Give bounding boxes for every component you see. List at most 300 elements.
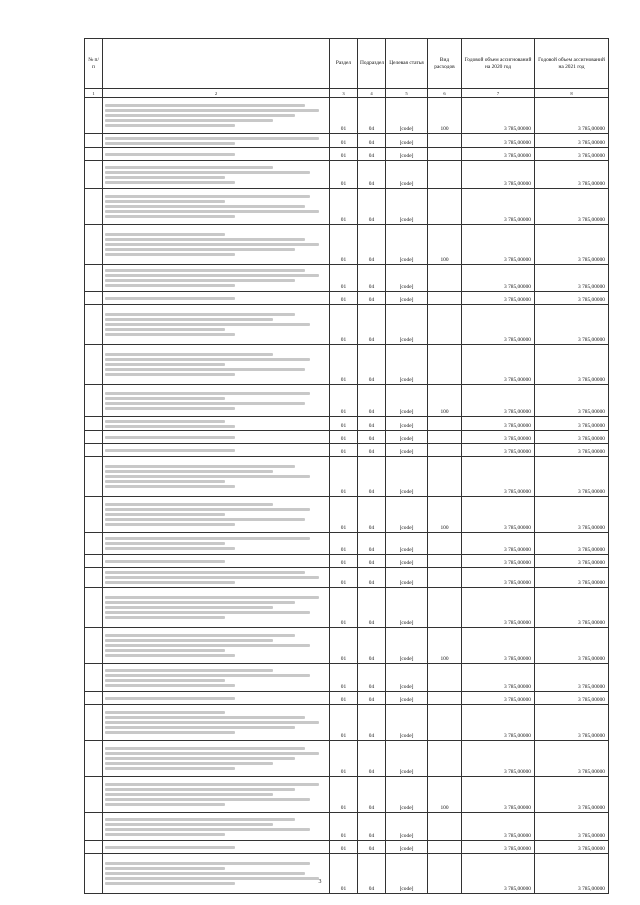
row-item-name [103, 161, 330, 189]
row-number [85, 588, 103, 628]
row-amount-2020: 3 785,00000 [462, 533, 535, 555]
text-placeholder [105, 793, 273, 796]
row-subsection: 04 [358, 705, 386, 741]
row-subsection: 04 [358, 568, 386, 588]
row-amount-2020: 3 785,00000 [462, 148, 535, 161]
row-item-name [103, 265, 330, 292]
budget-table-page [84, 38, 608, 894]
row-amount-2020: 3 785,00000 [462, 134, 535, 148]
row-section: 01 [330, 385, 358, 417]
table-row [85, 555, 609, 568]
row-expense-kind [428, 431, 462, 444]
text-placeholder [105, 475, 310, 478]
text-placeholder [105, 142, 235, 145]
row-target-article: [code] [386, 148, 428, 161]
row-amount-2021: 3 785,00000 [535, 705, 609, 741]
row-item-name [103, 305, 330, 345]
text-placeholder [105, 576, 319, 579]
text-placeholder [105, 547, 235, 550]
text-placeholder [105, 485, 235, 488]
row-item-name [103, 588, 330, 628]
row-amount-2020: 3 785,00000 [462, 457, 535, 497]
text-placeholder [105, 397, 225, 400]
row-section: 01 [330, 265, 358, 292]
text-placeholder [105, 767, 235, 770]
text-placeholder [105, 114, 295, 117]
row-target-article: [code] [386, 98, 428, 134]
text-placeholder [105, 846, 235, 849]
row-number [85, 692, 103, 705]
column-number: 1 [85, 89, 103, 98]
text-placeholder [105, 318, 273, 321]
row-section: 01 [330, 854, 358, 894]
table-row [85, 692, 609, 705]
text-placeholder [105, 181, 235, 184]
row-subsection: 04 [358, 854, 386, 894]
row-subsection: 04 [358, 385, 386, 417]
text-placeholder [105, 726, 295, 729]
row-expense-kind [428, 588, 462, 628]
text-placeholder [105, 323, 310, 326]
row-expense-kind [428, 854, 462, 894]
row-number [85, 98, 103, 134]
row-amount-2020: 3 785,00000 [462, 568, 535, 588]
row-subsection: 04 [358, 628, 386, 664]
text-placeholder [105, 711, 225, 714]
row-amount-2021: 3 785,00000 [535, 444, 609, 457]
row-target-article: [code] [386, 497, 428, 533]
table-row [85, 305, 609, 345]
row-number [85, 741, 103, 777]
row-amount-2021: 3 785,00000 [535, 588, 609, 628]
row-number [85, 628, 103, 664]
column-number: 6 [428, 89, 462, 98]
text-placeholder [105, 274, 319, 277]
row-number [85, 555, 103, 568]
table-row [85, 431, 609, 444]
row-section: 01 [330, 431, 358, 444]
row-number [85, 777, 103, 813]
budget-table [84, 38, 609, 894]
text-placeholder [105, 752, 319, 755]
text-placeholder [105, 503, 273, 506]
table-row [85, 134, 609, 148]
row-item-name [103, 854, 330, 894]
row-target-article: [code] [386, 134, 428, 148]
header-amount-2021: Годовой объем ассигнований на 2021 год [535, 39, 609, 89]
row-expense-kind [428, 813, 462, 841]
text-placeholder [105, 392, 310, 395]
row-target-article: [code] [386, 431, 428, 444]
table-row [85, 854, 609, 894]
text-placeholder [105, 269, 305, 272]
row-target-article: [code] [386, 457, 428, 497]
row-section: 01 [330, 457, 358, 497]
row-item-name [103, 225, 330, 265]
row-expense-kind: 100 [428, 777, 462, 813]
row-amount-2021: 3 785,00000 [535, 664, 609, 692]
column-number: 3 [330, 89, 358, 98]
row-section: 01 [330, 841, 358, 854]
row-amount-2021: 3 785,00000 [535, 457, 609, 497]
text-placeholder [105, 803, 225, 806]
row-number [85, 305, 103, 345]
row-expense-kind [428, 417, 462, 431]
row-amount-2020: 3 785,00000 [462, 497, 535, 533]
row-subsection: 04 [358, 841, 386, 854]
row-section: 01 [330, 98, 358, 134]
row-section: 01 [330, 692, 358, 705]
row-amount-2020: 3 785,00000 [462, 692, 535, 705]
row-amount-2021: 3 785,00000 [535, 692, 609, 705]
row-expense-kind [428, 161, 462, 189]
row-number [85, 161, 103, 189]
row-subsection: 04 [358, 533, 386, 555]
text-placeholder [105, 747, 305, 750]
table-body [85, 98, 609, 894]
text-placeholder [105, 109, 319, 112]
text-placeholder [105, 363, 225, 366]
text-placeholder [105, 176, 225, 179]
row-expense-kind [428, 741, 462, 777]
text-placeholder [105, 639, 273, 642]
text-placeholder [105, 248, 295, 251]
text-placeholder [105, 508, 310, 511]
row-number [85, 134, 103, 148]
text-placeholder [105, 537, 310, 540]
row-expense-kind [428, 568, 462, 588]
row-subsection: 04 [358, 588, 386, 628]
row-number [85, 444, 103, 457]
row-expense-kind [428, 705, 462, 741]
column-number: 8 [535, 89, 609, 98]
row-target-article: [code] [386, 628, 428, 664]
row-number [85, 225, 103, 265]
row-amount-2020: 3 785,00000 [462, 345, 535, 385]
row-amount-2020: 3 785,00000 [462, 417, 535, 431]
table-row [85, 841, 609, 854]
row-amount-2020: 3 785,00000 [462, 265, 535, 292]
text-placeholder [105, 333, 235, 336]
column-number: 4 [358, 89, 386, 98]
text-placeholder [105, 238, 305, 241]
table-row [85, 628, 609, 664]
row-subsection: 04 [358, 345, 386, 385]
text-placeholder [105, 679, 225, 682]
header-number: № п/п [85, 39, 103, 89]
text-placeholder [105, 762, 273, 765]
row-expense-kind [428, 692, 462, 705]
row-amount-2021: 3 785,00000 [535, 568, 609, 588]
row-target-article: [code] [386, 161, 428, 189]
row-subsection: 04 [358, 189, 386, 225]
row-number [85, 345, 103, 385]
text-placeholder [105, 480, 225, 483]
row-item-name [103, 777, 330, 813]
row-section: 01 [330, 189, 358, 225]
row-expense-kind: 100 [428, 628, 462, 664]
column-numbers-row [85, 89, 609, 98]
row-amount-2020: 3 785,00000 [462, 161, 535, 189]
text-placeholder [105, 124, 235, 127]
row-amount-2020: 3 785,00000 [462, 854, 535, 894]
text-placeholder [105, 697, 235, 700]
row-subsection: 04 [358, 265, 386, 292]
text-placeholder [105, 313, 295, 316]
row-amount-2021: 3 785,00000 [535, 189, 609, 225]
row-target-article: [code] [386, 533, 428, 555]
row-expense-kind: 100 [428, 385, 462, 417]
row-expense-kind: 100 [428, 497, 462, 533]
text-placeholder [105, 279, 295, 282]
row-number [85, 431, 103, 444]
page-number: 3 [318, 879, 322, 885]
row-subsection: 04 [358, 161, 386, 189]
text-placeholder [105, 284, 235, 287]
text-placeholder [105, 644, 310, 647]
row-amount-2021: 3 785,00000 [535, 741, 609, 777]
row-section: 01 [330, 588, 358, 628]
row-target-article: [code] [386, 705, 428, 741]
row-target-article: [code] [386, 588, 428, 628]
table-row [85, 444, 609, 457]
row-item-name [103, 568, 330, 588]
text-placeholder [105, 425, 235, 428]
row-subsection: 04 [358, 431, 386, 444]
table-row [85, 568, 609, 588]
row-number [85, 457, 103, 497]
row-amount-2020: 3 785,00000 [462, 664, 535, 692]
row-amount-2021: 3 785,00000 [535, 854, 609, 894]
row-amount-2020: 3 785,00000 [462, 385, 535, 417]
row-amount-2021: 3 785,00000 [535, 431, 609, 444]
header-subsection: Подраздел [358, 39, 386, 89]
row-section: 01 [330, 664, 358, 692]
row-amount-2021: 3 785,00000 [535, 813, 609, 841]
text-placeholder [105, 571, 305, 574]
row-target-article: [code] [386, 305, 428, 345]
text-placeholder [105, 137, 319, 140]
header-amount-2020: Годовой объем ассигнований на 2020 год [462, 39, 535, 89]
text-placeholder [105, 669, 273, 672]
row-item-name [103, 664, 330, 692]
table-row [85, 497, 609, 533]
text-placeholder [105, 518, 305, 521]
row-target-article: [code] [386, 444, 428, 457]
row-subsection: 04 [358, 305, 386, 345]
table-row [85, 148, 609, 161]
text-placeholder [105, 513, 225, 516]
row-amount-2021: 3 785,00000 [535, 161, 609, 189]
row-target-article: [code] [386, 568, 428, 588]
text-placeholder [105, 407, 235, 410]
table-row [85, 385, 609, 417]
row-section: 01 [330, 813, 358, 841]
row-expense-kind [428, 533, 462, 555]
row-section: 01 [330, 345, 358, 385]
row-section: 01 [330, 134, 358, 148]
row-number [85, 533, 103, 555]
text-placeholder [105, 195, 310, 198]
table-row [85, 588, 609, 628]
row-item-name [103, 385, 330, 417]
text-placeholder [105, 119, 273, 122]
text-placeholder [105, 205, 305, 208]
row-target-article: [code] [386, 292, 428, 305]
text-placeholder [105, 449, 235, 452]
text-placeholder [105, 882, 235, 885]
text-placeholder [105, 368, 305, 371]
row-section: 01 [330, 628, 358, 664]
row-expense-kind [428, 265, 462, 292]
table-row [85, 664, 609, 692]
text-placeholder [105, 358, 310, 361]
row-number [85, 841, 103, 854]
row-expense-kind [428, 134, 462, 148]
row-amount-2020: 3 785,00000 [462, 98, 535, 134]
table-row [85, 265, 609, 292]
row-amount-2020: 3 785,00000 [462, 741, 535, 777]
text-placeholder [105, 470, 273, 473]
row-subsection: 04 [358, 457, 386, 497]
row-amount-2021: 3 785,00000 [535, 841, 609, 854]
row-item-name [103, 444, 330, 457]
row-section: 01 [330, 444, 358, 457]
row-subsection: 04 [358, 98, 386, 134]
text-placeholder [105, 523, 235, 526]
row-amount-2020: 3 785,00000 [462, 777, 535, 813]
text-placeholder [105, 243, 319, 246]
text-placeholder [105, 353, 273, 356]
table-row [85, 741, 609, 777]
text-placeholder [105, 596, 319, 599]
row-expense-kind [428, 292, 462, 305]
row-amount-2020: 3 785,00000 [462, 841, 535, 854]
header-section: Раздел [330, 39, 358, 89]
row-subsection: 04 [358, 813, 386, 841]
text-placeholder [105, 788, 295, 791]
row-subsection: 04 [358, 292, 386, 305]
table-row [85, 533, 609, 555]
row-amount-2020: 3 785,00000 [462, 189, 535, 225]
row-amount-2021: 3 785,00000 [535, 628, 609, 664]
text-placeholder [105, 436, 235, 439]
table-row [85, 457, 609, 497]
text-placeholder [105, 649, 225, 652]
row-amount-2020: 3 785,00000 [462, 555, 535, 568]
text-placeholder [105, 674, 310, 677]
text-placeholder [105, 420, 225, 423]
row-target-article: [code] [386, 854, 428, 894]
row-section: 01 [330, 225, 358, 265]
row-expense-kind [428, 664, 462, 692]
row-item-name [103, 417, 330, 431]
row-expense-kind [428, 457, 462, 497]
row-section: 01 [330, 148, 358, 161]
row-number [85, 265, 103, 292]
row-section: 01 [330, 161, 358, 189]
row-amount-2021: 3 785,00000 [535, 497, 609, 533]
text-placeholder [105, 166, 273, 169]
text-placeholder [105, 872, 305, 875]
text-placeholder [105, 215, 235, 218]
table-row [85, 813, 609, 841]
row-amount-2021: 3 785,00000 [535, 417, 609, 431]
row-section: 01 [330, 292, 358, 305]
row-number [85, 292, 103, 305]
table-row [85, 417, 609, 431]
row-amount-2021: 3 785,00000 [535, 98, 609, 134]
text-placeholder [105, 606, 273, 609]
row-subsection: 04 [358, 148, 386, 161]
table-row [85, 292, 609, 305]
row-section: 01 [330, 533, 358, 555]
row-item-name [103, 431, 330, 444]
row-target-article: [code] [386, 692, 428, 705]
row-target-article: [code] [386, 265, 428, 292]
text-placeholder [105, 210, 319, 213]
row-section: 01 [330, 417, 358, 431]
row-amount-2021: 3 785,00000 [535, 134, 609, 148]
column-number: 7 [462, 89, 535, 98]
row-item-name [103, 533, 330, 555]
row-amount-2020: 3 785,00000 [462, 305, 535, 345]
row-item-name [103, 628, 330, 664]
row-amount-2021: 3 785,00000 [535, 533, 609, 555]
text-placeholder [105, 297, 235, 300]
row-target-article: [code] [386, 777, 428, 813]
row-number [85, 705, 103, 741]
text-placeholder [105, 684, 235, 687]
table-row [85, 777, 609, 813]
row-item-name [103, 148, 330, 161]
row-number [85, 189, 103, 225]
text-placeholder [105, 104, 305, 107]
row-subsection: 04 [358, 741, 386, 777]
row-amount-2020: 3 785,00000 [462, 588, 535, 628]
text-placeholder [105, 328, 225, 331]
row-expense-kind [428, 841, 462, 854]
row-expense-kind [428, 189, 462, 225]
row-amount-2021: 3 785,00000 [535, 265, 609, 292]
text-placeholder [105, 798, 310, 801]
table-row [85, 98, 609, 134]
row-expense-kind [428, 148, 462, 161]
table-row [85, 225, 609, 265]
text-placeholder [105, 721, 319, 724]
header-name [103, 39, 330, 89]
row-section: 01 [330, 497, 358, 533]
row-section: 01 [330, 705, 358, 741]
row-amount-2021: 3 785,00000 [535, 345, 609, 385]
row-target-article: [code] [386, 345, 428, 385]
row-item-name [103, 813, 330, 841]
row-item-name [103, 497, 330, 533]
row-target-article: [code] [386, 225, 428, 265]
row-item-name [103, 555, 330, 568]
row-target-article: [code] [386, 385, 428, 417]
text-placeholder [105, 542, 225, 545]
row-target-article: [code] [386, 189, 428, 225]
row-amount-2021: 3 785,00000 [535, 555, 609, 568]
table-row [85, 705, 609, 741]
row-section: 01 [330, 741, 358, 777]
header-target-article: Целевая статья [386, 39, 428, 89]
row-subsection: 04 [358, 497, 386, 533]
row-number [85, 497, 103, 533]
row-amount-2020: 3 785,00000 [462, 628, 535, 664]
row-amount-2021: 3 785,00000 [535, 225, 609, 265]
